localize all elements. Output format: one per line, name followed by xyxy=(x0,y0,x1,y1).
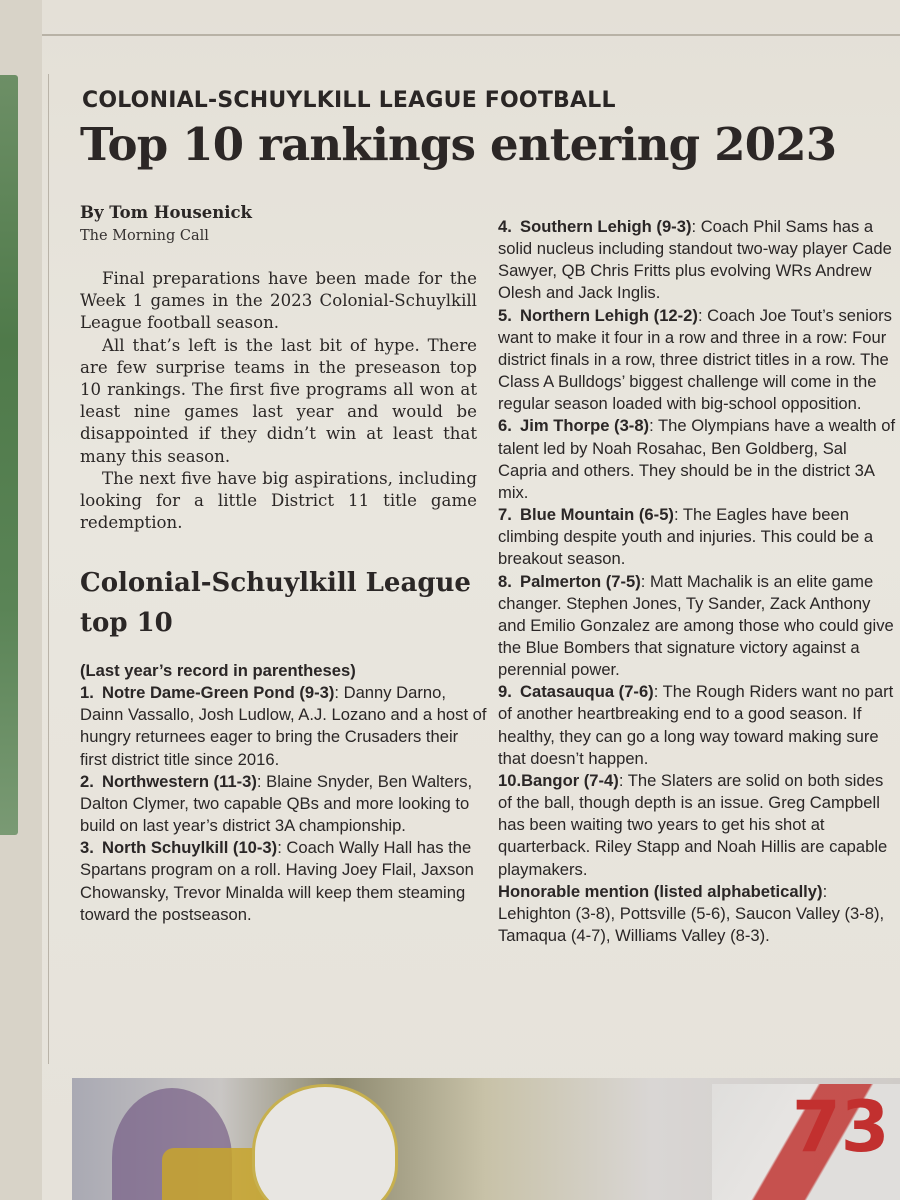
ranking-text: : The Eagles have been climbing despite youth and injuries. This could be a breakout season. xyxy=(498,505,874,569)
ranking-item xyxy=(498,770,898,881)
ranking-text: : The Slaters are solid on both sides of the ball, though depth is an issue. Greg Campbell has been waiting two years to get his shot at quarterback. Riley Stapp and Noah Hillis are capable playmakers. xyxy=(498,770,888,879)
ranking-text: : The Rough Riders want no part of another heartbreaking end to a good season. If healthy, they can go a long way toward making sure that doesn’t happen. xyxy=(498,682,894,768)
column-rule xyxy=(48,74,49,1064)
ranking-number: 9. xyxy=(498,682,512,702)
ranking-number: 7. xyxy=(498,505,512,525)
ranking-team: Notre Dame-Green Pond (9-3) xyxy=(102,683,335,703)
intro-paragraph: The next five have big aspirations, including looking for a little District 11 title game redemption. xyxy=(80,468,477,533)
adjacent-page-photo-strip xyxy=(0,75,18,835)
ranking-number: 2. xyxy=(80,771,94,791)
rankings-column-right xyxy=(498,216,898,947)
article-kicker: COLONIAL-SCHUYLKILL LEAGUE FOOTBALL xyxy=(82,88,616,113)
ranking-team: Southern Lehigh (9-3) xyxy=(520,217,692,236)
ranking-number: 10. xyxy=(498,770,522,790)
ranking-text: : Coach Phil Sams has a solid nucleus including standout two-way player Cade Sawyer, QB Chris Fritts plus evolving WRs Andrew Olesh and Jack Inglis. xyxy=(498,217,892,303)
article-intro xyxy=(80,268,477,534)
section-title: Colonial-Schuylkill League top 10 xyxy=(80,568,471,638)
ranking-team: Blue Mountain (6-5) xyxy=(520,505,674,525)
ranking-text: : Danny Darno, Dainn Vassallo, Josh Ludlow, A.J. Lozano and a host of hungry returnees eager to bring the Crusaders their first district title since 2016. xyxy=(80,683,487,769)
ranking-team: Jim Thorpe (3-8) xyxy=(520,416,650,436)
rankings-note xyxy=(80,660,488,682)
ranking-item xyxy=(498,415,898,504)
ranking-item xyxy=(80,771,488,837)
honorable-mention xyxy=(498,881,898,947)
ranking-text: : The Olympians have a wealth of talent led by Noah Rosahac, Ben Goldberg, Sal Capria and others. They should be in the district 3A mix. xyxy=(498,416,896,502)
ranking-text: : Matt Machalik is an elite game changer. Stephen Jones, Ty Sander, Zack Anthony and Emilio Gonzalez are among those who could give the Blue Bombers that signature victory against a perennial power. xyxy=(498,571,894,680)
article-byline: By Tom Housenick xyxy=(80,203,252,222)
intro-paragraph: Final preparations have been made for the Week 1 games in the 2023 Colonial-Schuylkill League football season. xyxy=(80,269,477,333)
football-photo xyxy=(72,1078,900,1200)
rankings-column-left xyxy=(80,660,488,926)
honorable-mention-text: : Lehighton (3-8), Pottsville (5-6), Saucon Valley (3-8), Tamaqua (4-7), Williams Valley (8-3). xyxy=(498,881,885,945)
photo-jersey-number: 73 xyxy=(792,1086,890,1168)
photo-helmet xyxy=(252,1084,398,1200)
newspaper-page xyxy=(42,0,900,1200)
honorable-mention-lead: Honorable mention (listed alphabetically) xyxy=(498,881,823,901)
ranking-item xyxy=(498,504,898,570)
ranking-team: Palmerton (7-5) xyxy=(520,571,641,591)
ranking-team: Bangor (7-4) xyxy=(521,770,619,790)
rankings-note-text: (Last year’s record in parentheses) xyxy=(80,661,356,680)
ranking-number: 6. xyxy=(498,416,512,436)
article-headline: Top 10 rankings entering 2023 xyxy=(80,118,837,171)
ranking-text: : Blaine Snyder, Ben Walters, Dalton Clymer, two capable QBs and more looking to build on last year’s district 3A championship. xyxy=(80,771,473,836)
left-page-edge xyxy=(0,0,42,1200)
ranking-team: Catasauqua (7-6) xyxy=(520,682,654,702)
ranking-number: 5. xyxy=(498,305,512,325)
ranking-number: 3. xyxy=(80,838,94,858)
ranking-team: North Schuylkill (10-3) xyxy=(102,838,278,858)
ranking-item xyxy=(498,681,898,770)
ranking-item xyxy=(80,837,488,926)
ranking-item xyxy=(80,682,488,771)
ranking-number: 1. xyxy=(80,683,94,703)
page-top-rule xyxy=(42,34,900,36)
ranking-number: 8. xyxy=(498,571,512,591)
intro-paragraph: All that’s left is the last bit of hype. There are few surprise teams in the preseason top 10 rankings. The first five programs all won at least nine games last year and would be disappointed if they didn’t win at least that many this season. xyxy=(80,335,477,466)
article-source: The Morning Call xyxy=(80,228,209,244)
ranking-text: : Coach Joe Tout’s seniors want to make it four in a row and three in a row: Four district finals in a row, three district titles in a row. The Class A Bulldogs’ biggest challenge will come in the regular season loaded with big-school opposition. xyxy=(498,305,892,414)
ranking-team: Northern Lehigh (12-2) xyxy=(520,305,698,325)
ranking-text: : Coach Wally Hall has the Spartans program on a roll. Having Joey Flail, Jaxson Chowansky, Trevor Minalda will keep them steaming toward the postseason. xyxy=(80,838,474,924)
ranking-team: Northwestern (11-3) xyxy=(102,771,257,791)
ranking-item xyxy=(498,305,898,416)
ranking-item xyxy=(498,216,898,305)
ranking-number: 4. xyxy=(498,217,512,236)
ranking-item xyxy=(498,571,898,682)
